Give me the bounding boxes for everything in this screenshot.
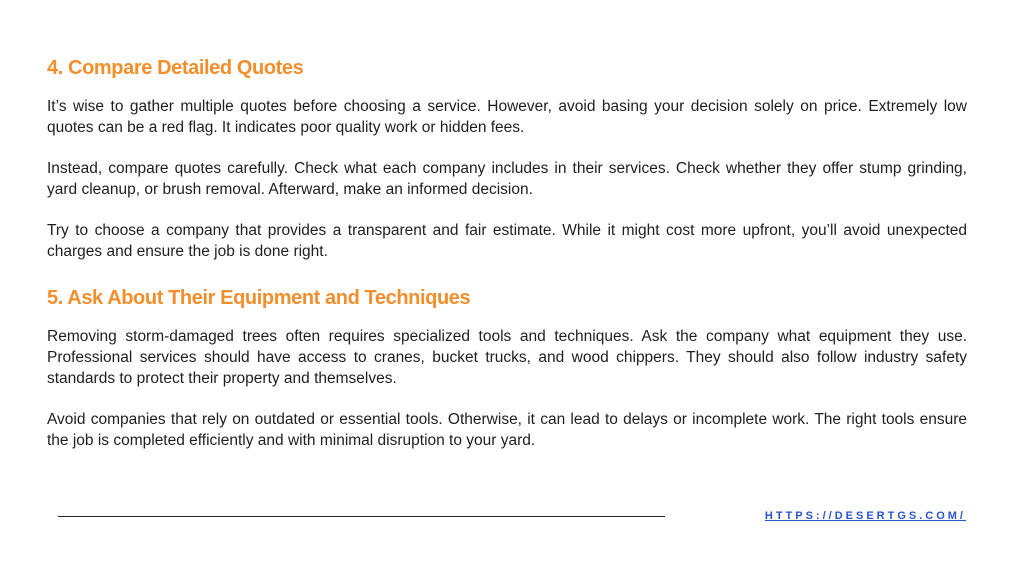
website-link[interactable]: HTTPS://DESERTGS.COM/ — [764, 510, 966, 522]
paragraph: It’s wise to gather multiple quotes before choosing a service. However, avoid basing your decision solely on price. Extremely low quotes can be a red flag. It indicates poor quality work or hidden fees. — [47, 98, 967, 136]
paragraph: Avoid companies that rely on outdated or essential tools. Otherwise, it can lead to delays or incomplete work. The right tools ensure the job is completed efficiently and with minimal disruption to your yard. — [47, 411, 967, 449]
paragraph: Try to choose a company that provides a transparent and fair estimate. While it might cost more upfront, you’ll avoid unexpected charges and ensure the job is done right. — [47, 222, 967, 260]
section-heading-equipment: 5. Ask About Their Equipment and Techniques — [47, 287, 471, 309]
section-heading-compare-quotes: 4. Compare Detailed Quotes — [47, 57, 304, 79]
footer-divider — [58, 516, 665, 517]
paragraph: Instead, compare quotes carefully. Check what each company includes in their services. Check whether they offer stump grinding, yard cleanup, or brush removal. Afterward, make an informed decision. — [47, 160, 967, 198]
paragraph: Removing storm-damaged trees often requires specialized tools and techniques. Ask the company what equipment they use. Professional services should have access to cranes, bucket trucks, and wood chippers. They should also follow industry safety standards to protect their property and themselves. — [47, 328, 967, 387]
content-area — [47, 54, 967, 451]
